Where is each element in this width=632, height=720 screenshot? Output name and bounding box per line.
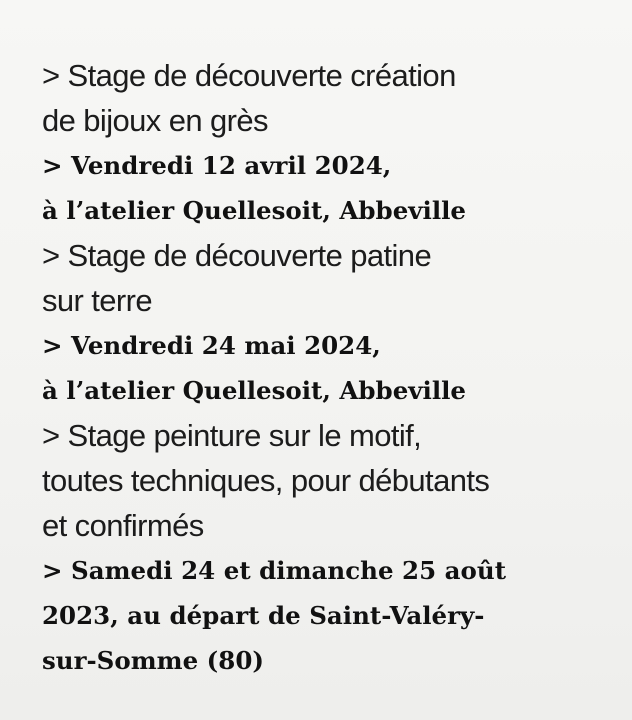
event-activity bbox=[42, 233, 617, 323]
activity-line: de bijoux en grès bbox=[42, 103, 268, 138]
event-item bbox=[42, 413, 617, 683]
event-item bbox=[42, 53, 617, 233]
activity-line: > Stage de découverte patine bbox=[42, 238, 432, 273]
event-date-location bbox=[42, 143, 617, 233]
date-line: à l’atelier Quellesoit, Abbeville bbox=[42, 196, 467, 225]
activity-line: toutes techniques, pour débutants bbox=[42, 463, 490, 498]
date-line: > Vendredi 24 mai 2024, bbox=[42, 331, 381, 360]
date-line: > Samedi 24 et dimanche 25 août bbox=[42, 556, 507, 585]
date-line: > Vendredi 12 avril 2024, bbox=[42, 151, 392, 180]
activity-line: > Stage de découverte création bbox=[42, 58, 456, 93]
activity-line: sur terre bbox=[42, 283, 153, 318]
event-activity bbox=[42, 413, 617, 548]
event-date-location bbox=[42, 548, 617, 683]
event-item bbox=[42, 233, 617, 413]
event-list bbox=[42, 53, 617, 683]
event-date-location bbox=[42, 323, 617, 413]
event-activity bbox=[42, 53, 617, 143]
date-line: sur-Somme (80) bbox=[42, 646, 264, 675]
activity-line: et confirmés bbox=[42, 508, 204, 543]
date-line: 2023, au départ de Saint-Valéry- bbox=[42, 601, 485, 630]
activity-line: > Stage peinture sur le motif, bbox=[42, 418, 422, 453]
date-line: à l’atelier Quellesoit, Abbeville bbox=[42, 376, 467, 405]
